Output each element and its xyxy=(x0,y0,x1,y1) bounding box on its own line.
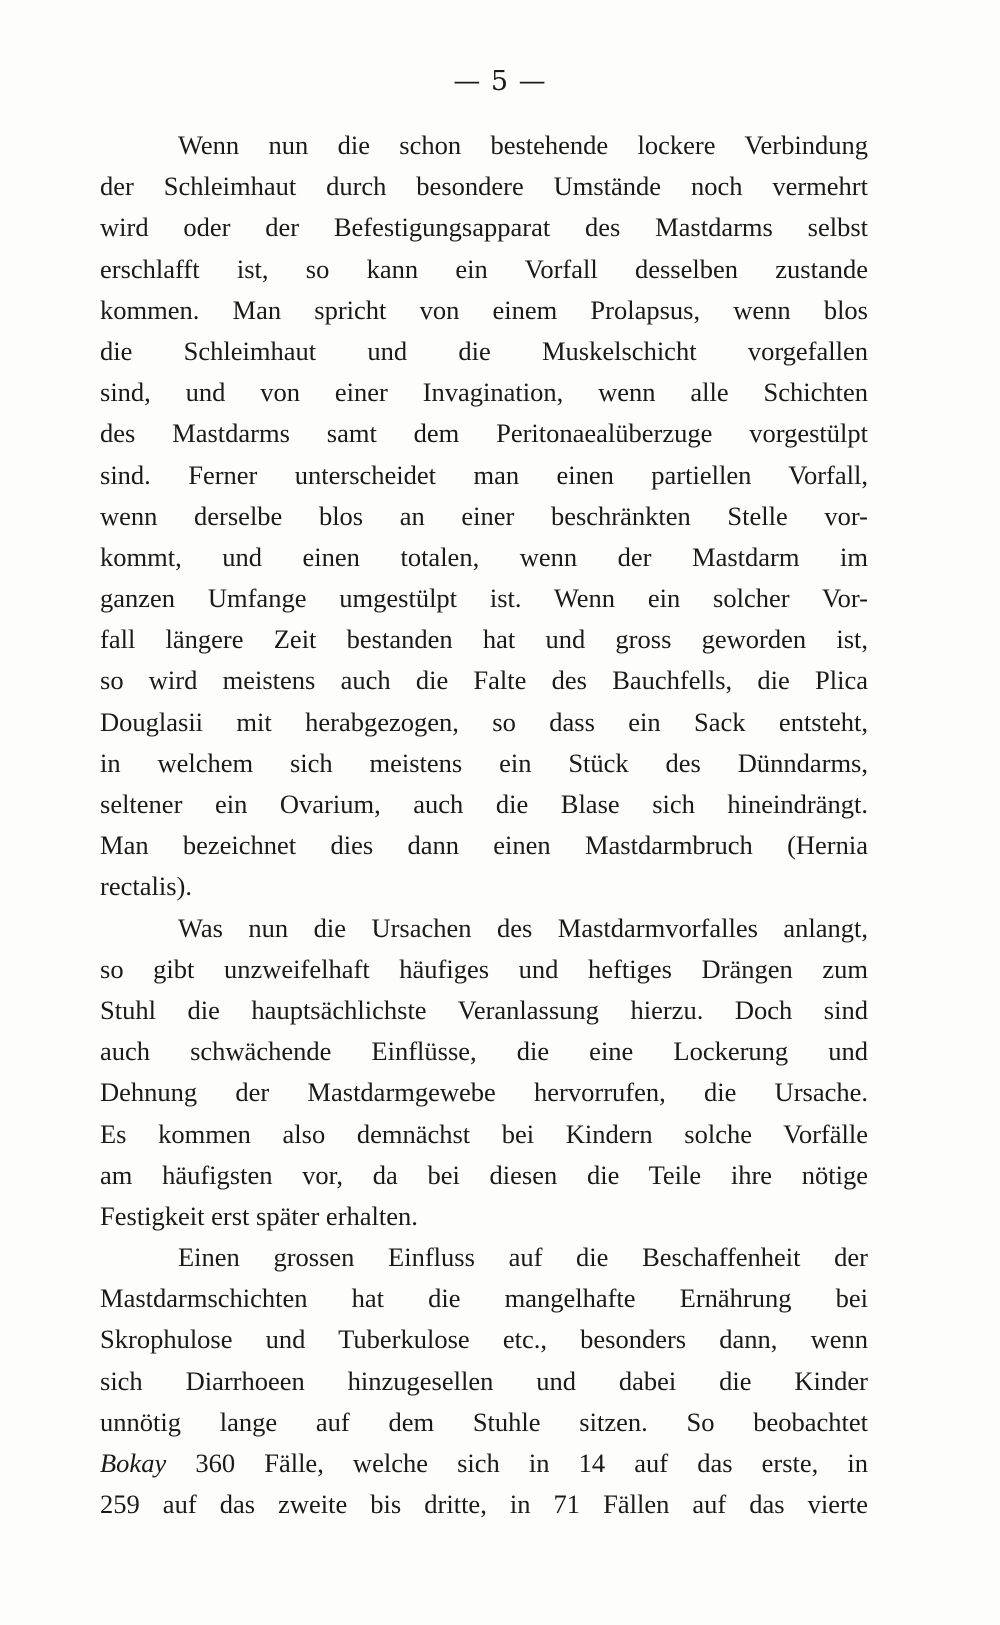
text-line-rest: 360 Fälle, welche sich in 14 auf das erste, in xyxy=(195,1448,869,1478)
text-line: erschlafft ist, so kann ein Vorfall desselben zustande xyxy=(100,253,868,284)
text-line: sind, und von einer Invagination, wenn alle Schichten xyxy=(100,377,868,408)
text-line: Wenn nun die schon bestehende lockere Verbindung xyxy=(178,130,868,160)
text-line: Douglasii mit herabgezogen, so dass ein Sack entsteht, xyxy=(100,706,868,737)
text-line: Mastdarmschichten hat die mangelhafte Ernährung bei xyxy=(100,1283,868,1314)
text-line-bokay xyxy=(100,1443,868,1484)
text-line: Skrophulose und Tuberkulose etc., besonders dann, wenn xyxy=(100,1324,868,1355)
page-number: — 5 — xyxy=(453,66,547,97)
text-line: so gibt unzweifelhaft häufiges und heftiges Drängen zum xyxy=(100,953,868,984)
text-line: fall längere Zeit bestanden hat und gross geworden ist, xyxy=(100,624,868,655)
text-line: ganzen Umfange umgestülpt ist. Wenn ein solcher Vor- xyxy=(100,583,868,614)
author-name: Bokay xyxy=(100,1448,167,1478)
text-line: Einen grossen Einfluss auf die Beschaffenheit der xyxy=(178,1242,868,1273)
text-line: wird oder der Befestigungsapparat des Mastdarms selbst xyxy=(100,212,868,243)
text-line: Es kommen also demnächst bei Kindern solche Vorfälle xyxy=(100,1118,868,1149)
text-line: die Schleimhaut und die Muskelschicht vorgefallen xyxy=(100,335,868,366)
text-line: seltener ein Ovarium, auch die Blase sich hineindrängt. xyxy=(100,789,868,819)
text-line: Was nun die Ursachen des Mastdarmvorfalles anlangt, xyxy=(178,912,868,943)
text-line: sind. Ferner unterscheidet man einen partiellen Vorfall, xyxy=(100,459,868,490)
text-line: des Mastdarms samt dem Peritonaealüberzuge vorgestülpt xyxy=(100,418,868,449)
text-line: sich Diarrhoeen hinzugesellen und dabei die Kinder xyxy=(100,1365,868,1396)
text-line: kommen. Man spricht von einem Prolapsus, wenn blos xyxy=(100,294,868,325)
text-line: auch schwächende Einflüsse, die eine Lockerung und xyxy=(100,1036,868,1067)
body-text xyxy=(100,125,868,1525)
text-line: kommt, und einen totalen, wenn der Mastdarm im xyxy=(100,541,868,572)
text-line: Festigkeit erst später erhalten. xyxy=(100,1200,418,1231)
text-line: 259 auf das zweite bis dritte, in 71 Fällen auf das vierte xyxy=(100,1489,868,1520)
text-line: so wird meistens auch die Falte des Bauchfells, die Plica xyxy=(100,665,868,696)
text-line: in welchem sich meistens ein Stück des Dünndarms, xyxy=(100,747,868,778)
text-line: wenn derselbe blos an einer beschränkten Stelle vor- xyxy=(100,500,868,531)
text-line: unnötig lange auf dem Stuhle sitzen. So beobachtet xyxy=(100,1406,868,1437)
text-line: der Schleimhaut durch besondere Umstände noch vermehrt xyxy=(100,171,868,202)
text-line: Dehnung der Mastdarmgewebe hervorrufen, die Ursache. xyxy=(100,1077,868,1108)
text-line: Stuhl die hauptsächlichste Veranlassung hierzu. Doch sind xyxy=(100,994,868,1025)
text-line: am häufigsten vor, da bei diesen die Teile ihre nötige xyxy=(100,1159,868,1190)
text-line: Man bezeichnet dies dann einen Mastdarmbruch (Hernia xyxy=(100,830,868,861)
text-line: rectalis). xyxy=(100,871,192,902)
